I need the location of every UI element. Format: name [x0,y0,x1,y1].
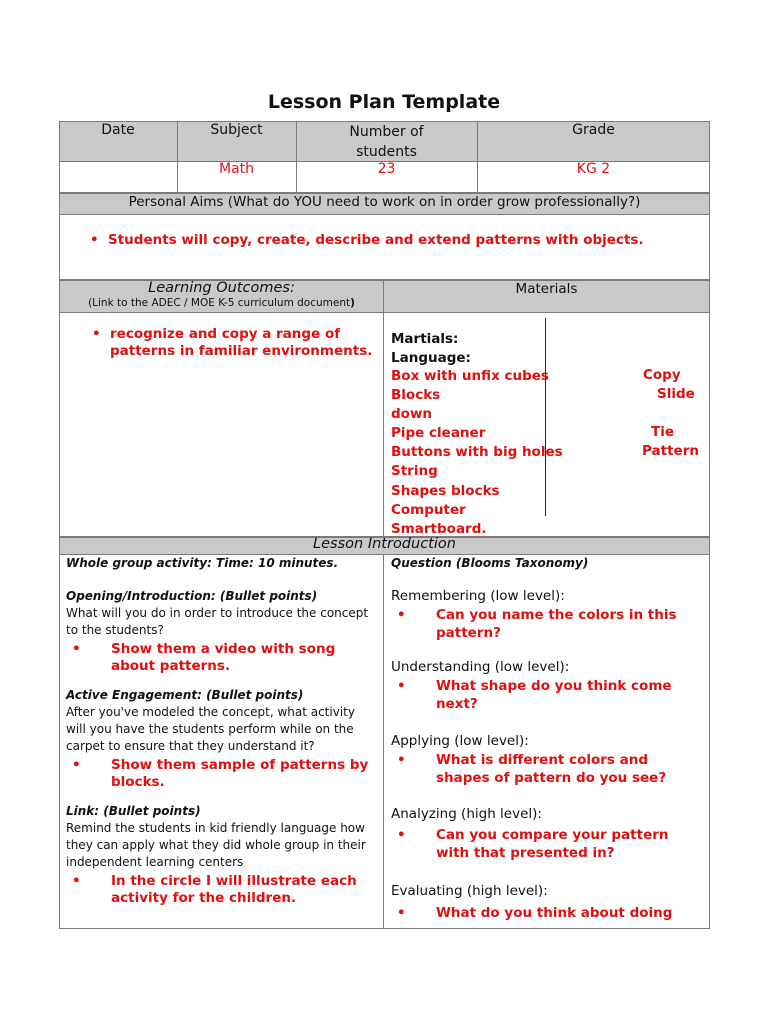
lesson-intro-right [391,555,703,921]
value-subject: Math [218,161,255,177]
blooms-level [391,733,703,787]
level-label: Evaluating (high level): [391,883,548,899]
material-item: Computer [391,501,466,518]
list-item: • recognize and copy a range of patterns in familiar environments. [86,326,376,360]
materials-heading: Materials [515,281,578,297]
blooms-heading: Question (Blooms Taxonomy) [391,556,589,570]
active-engagement-list [66,757,378,791]
value-grade: KG 2 [576,161,611,177]
material-item: down [391,406,433,423]
language-item: Pattern [642,443,699,459]
column-number-of-students: Number of students [349,124,424,160]
list-item: • Show them a video with song about patterns. [66,641,378,675]
lesson-intro-left [66,555,378,907]
link-text: Remind the students in kid friendly language how they can apply what they did whole group in their independent learning centers [66,821,366,869]
language-label: Language: [391,350,471,366]
lesson-intro-heading: Lesson Introduction [313,536,456,552]
active-engagement-heading: Active Engagement: (Bullet points) [66,688,304,702]
level-label: Understanding (low level): [391,659,570,675]
list-item: • What do you think about doing [391,904,703,922]
whole-group-label: Whole group activity: Time: 10 minutes. [66,556,339,570]
material-item: Pipe cleaner [391,425,486,442]
language-item: Copy [643,367,681,383]
material-item: Smartboard. [391,520,487,537]
material-item: String [391,463,438,480]
link-list [66,873,378,907]
level-label: Applying (low level): [391,733,529,749]
list-item: • Can you compare your pattern with that presented in? [391,826,703,862]
value-number-of-students: 23 [377,161,396,177]
learning-outcomes-list [86,326,376,360]
active-engagement-text: After you've modeled the concept, what activity will you have the students perform while on the carpet to ensure that they understand it? [66,705,355,753]
material-item: Buttons with big holes [391,444,563,461]
language-item: Tie [651,424,674,440]
list-item: • In the circle I will illustrate each activity for the children. [66,873,378,907]
material-item: Blocks [391,387,441,404]
opening-list [66,641,378,675]
column-date: Date [101,122,135,138]
personal-aims-heading: Personal Aims (What do YOU need to work on in order grow professionally?) [128,194,641,210]
list-item: • Can you name the colors in this pattern? [391,606,703,642]
level-label: Remembering (low level): [391,588,565,604]
opening-heading: Opening/Introduction: (Bullet points) [66,589,318,603]
list-item: • What is different colors and shapes of pattern do you see? [391,751,703,787]
page-title: Lesson Plan Template [267,91,501,113]
blooms-level [391,659,703,713]
blooms-level [391,588,703,642]
learning-outcomes-heading: Learning Outcomes: [148,280,295,296]
link-heading: Link: (Bullet points) [66,804,201,818]
column-grade: Grade [572,122,615,138]
personal-aims-list [84,232,704,248]
level-label: Analyzing (high level): [391,806,542,822]
material-item: Shapes blocks [391,482,500,499]
opening-text: What will you do in order to introduce the concept to the students? [66,606,369,637]
list-item: • Show them sample of patterns by blocks. [66,757,378,791]
column-subject: Subject [210,122,263,138]
martials-label: Martials: [391,331,459,347]
blooms-level [391,883,703,922]
materials-left-list [391,367,563,539]
list-item: • What shape do you think come next? [391,677,703,713]
materials-labels [391,330,471,368]
language-item: Slide [657,386,695,402]
list-item: • Students will copy, create, describe and extend patterns with objects. [84,232,704,248]
material-item: Box with unfix cubes [391,368,549,384]
learning-outcomes-subheading: (Link to the ADEC / MOE K-5 curriculum document) [88,297,355,309]
blooms-level [391,806,703,862]
